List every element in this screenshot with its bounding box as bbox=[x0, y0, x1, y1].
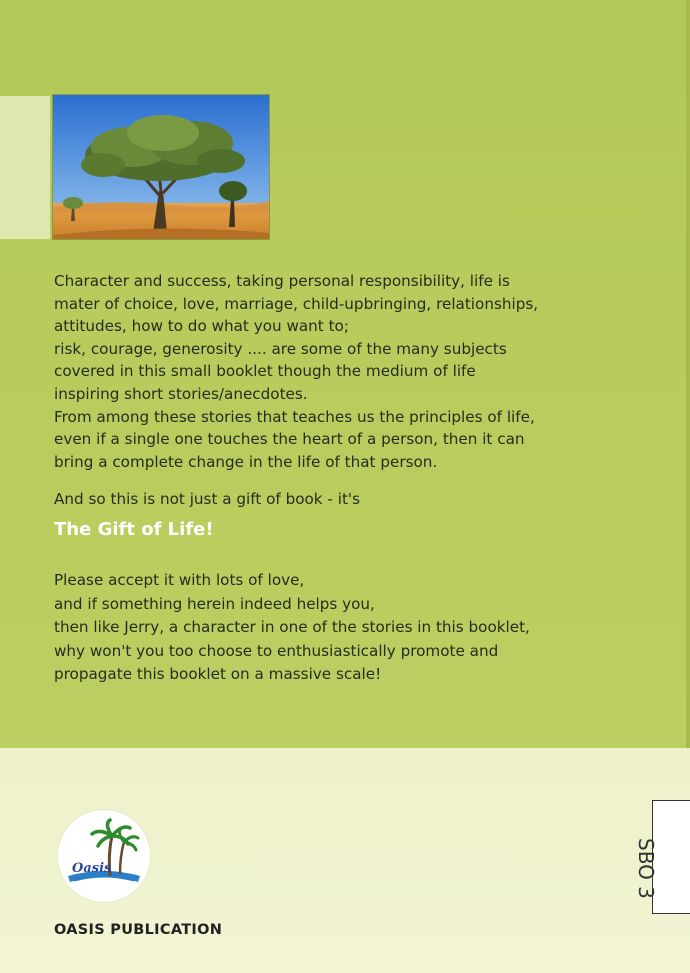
text-line: covered in this small booklet though the medium of life bbox=[54, 362, 476, 381]
page-edge bbox=[686, 0, 690, 748]
logo-text: Oasis bbox=[72, 861, 112, 876]
desert-tree-image bbox=[53, 95, 269, 239]
palm-tree-icon bbox=[58, 810, 150, 902]
tree-photo bbox=[52, 94, 270, 240]
publisher-name: OASIS PUBLICATION bbox=[54, 922, 223, 938]
text-line: Please accept it with lots of love, bbox=[54, 571, 305, 589]
text-line: risk, courage, generosity .... are some of the many subjects bbox=[54, 339, 507, 358]
text-line: bring a complete change in the life of that person. bbox=[54, 452, 438, 471]
description-text bbox=[54, 270, 654, 511]
oasis-logo bbox=[58, 810, 150, 902]
text-line: From among these stories that teaches us the principles of life, bbox=[54, 407, 535, 426]
text-line: and if something herein indeed helps you, bbox=[54, 594, 375, 613]
text-line: inspiring short stories/anecdotes. bbox=[54, 384, 308, 403]
text-line: why won't you too choose to enthusiastically promote and bbox=[54, 641, 499, 660]
text-line: even if a single one touches the heart of a person, then it can bbox=[54, 430, 525, 449]
text-line: then like Jerry, a character in one of the stories in this booklet, bbox=[54, 618, 530, 636]
text-line: Character and success, taking personal responsibility, life is bbox=[54, 272, 510, 290]
text-line: mater of choice, love, marriage, child-upbringing, relationships, bbox=[54, 294, 539, 313]
text-line: propagate this booklet on a massive scale! bbox=[54, 665, 382, 683]
sticker-code: SBO 3 bbox=[634, 838, 658, 899]
text-line: attitudes, how to do what you want to; bbox=[54, 317, 349, 336]
gift-intro-line: And so this is not just a gift of book - it's bbox=[54, 490, 360, 509]
photo-side-tab bbox=[0, 96, 50, 239]
gift-title: The Gift of Life! bbox=[54, 519, 214, 540]
closing-text bbox=[54, 569, 674, 687]
